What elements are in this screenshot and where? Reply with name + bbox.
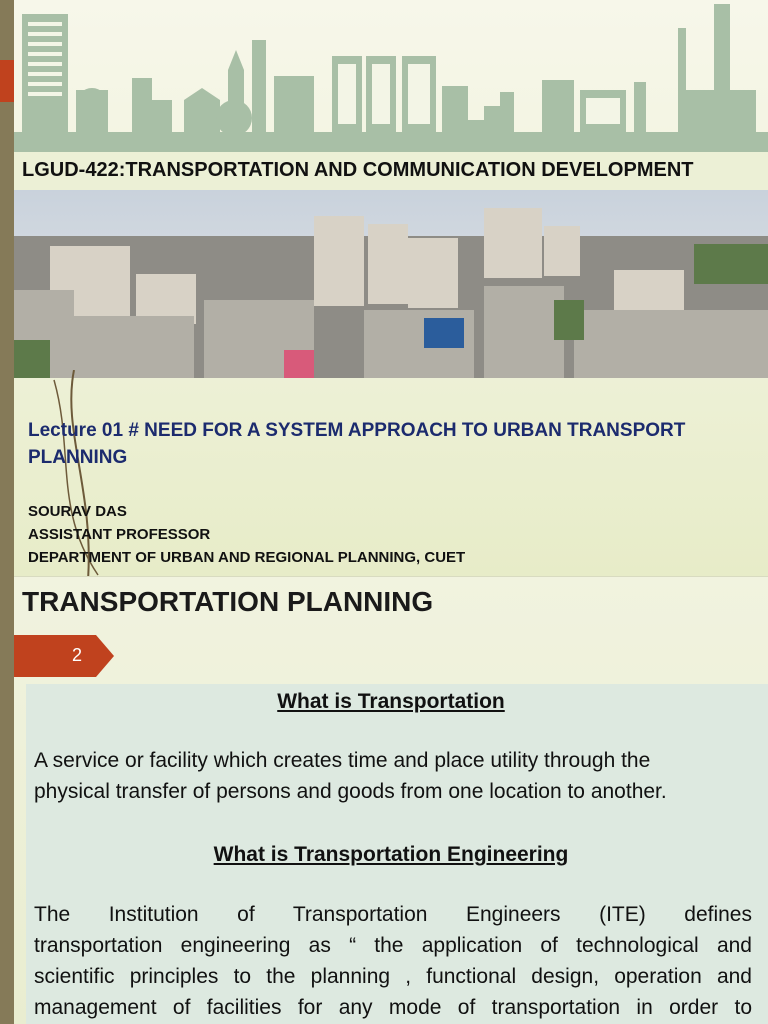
paragraph-line: The Institution of Transportation Engineers (ITE) defines bbox=[34, 903, 752, 926]
left-accent-strip bbox=[0, 0, 14, 1024]
content-slide bbox=[14, 577, 768, 1024]
slide-number-badge bbox=[14, 635, 114, 677]
author-department: DEPARTMENT OF URBAN AND REGIONAL PLANNING, CUET bbox=[28, 549, 466, 566]
lecture-title: Lecture 01 # NEED FOR A SYSTEM APPROACH TO URBAN TRANSPORT PLANNING bbox=[28, 420, 686, 468]
paragraph-line: management of facilities for any mode of transportation in order to bbox=[34, 996, 752, 1019]
arrow-tab-icon bbox=[14, 635, 114, 677]
slide-title: TRANSPORTATION PLANNING bbox=[22, 586, 434, 617]
author-position: ASSISTANT PROFESSOR bbox=[28, 526, 211, 543]
slide-number: 2 bbox=[72, 645, 83, 665]
course-title: LGUD-422:TRANSPORTATION AND COMMUNICATION DEVELOPMENT bbox=[22, 159, 694, 181]
course-title-bar bbox=[14, 152, 768, 190]
city-panorama-photo bbox=[14, 190, 768, 378]
engineering-definition bbox=[34, 899, 752, 1023]
left-accent-tab bbox=[0, 60, 14, 102]
author-name: SOURAV DAS bbox=[28, 503, 127, 520]
heading-what-is-transportation: What is Transportation bbox=[277, 690, 505, 713]
heading-what-is-transportation-engineering: What is Transportation Engineering bbox=[213, 843, 569, 866]
city-skyline-illustration bbox=[14, 0, 768, 152]
paragraph-line: transportation engineering as “ the application of technological and bbox=[34, 934, 752, 957]
definition-box bbox=[26, 684, 768, 1024]
author-block bbox=[28, 500, 465, 569]
paragraph-line: A service or facility which creates time and place utility through the bbox=[34, 749, 651, 772]
paragraph-line: physical transfer of persons and goods from one location to another. bbox=[34, 780, 667, 803]
transportation-definition bbox=[34, 745, 754, 807]
paragraph-line: scientific principles to the planning , functional design, operation and bbox=[34, 965, 752, 988]
